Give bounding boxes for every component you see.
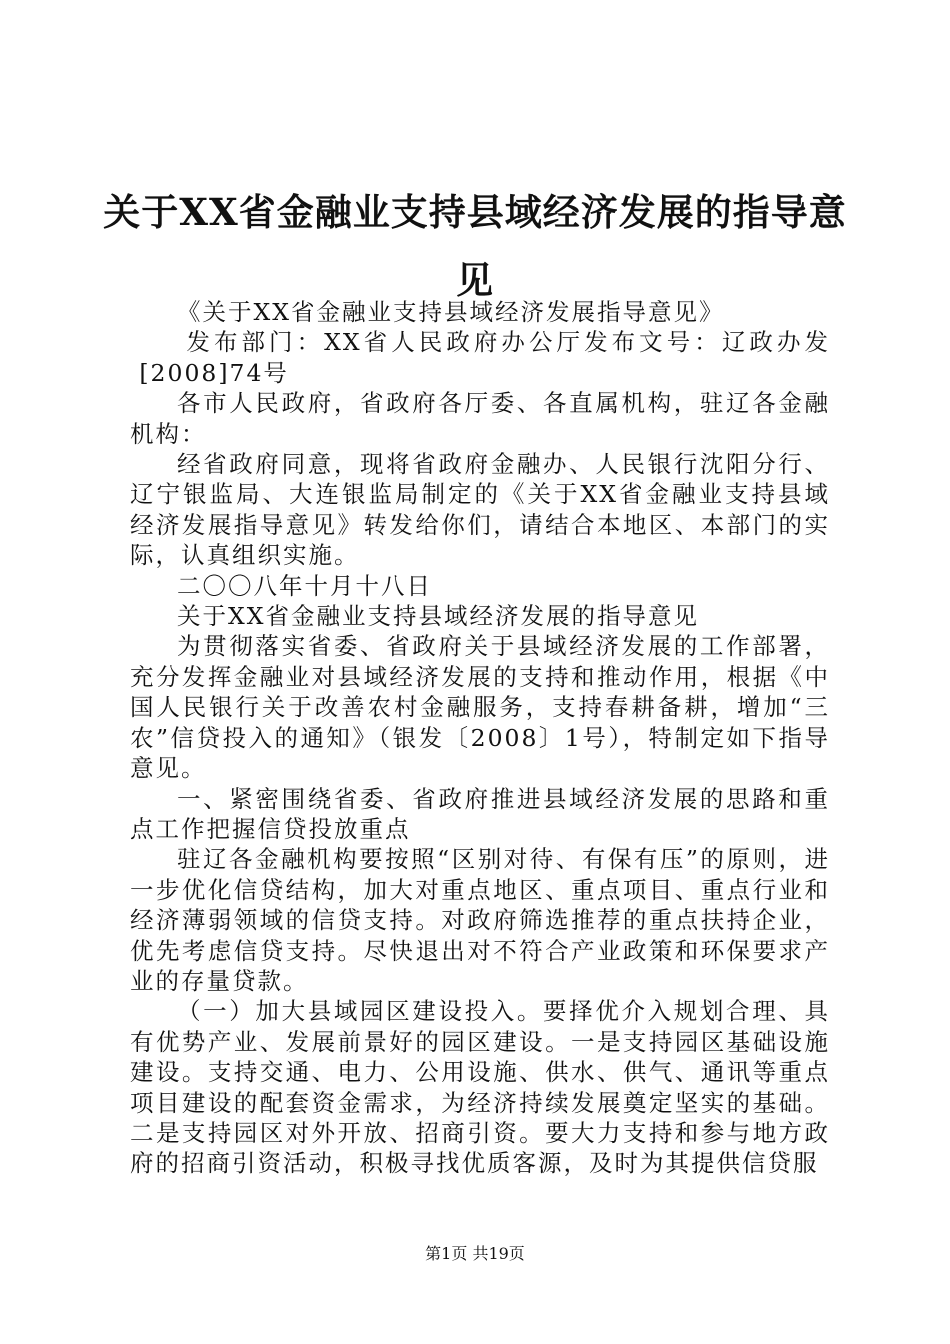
paragraph-item-1: （一）加大县域园区建设投入。要择优介入规划合理、具有优势产业、发展前景好的园区建设。一是支持园区基础设施建设。支持交通、电力、公用设施、供水、供气、通讯等重点项目建设的配套资金需求，为经济持续发展奠定坚实的基础。二是支持园区对外开放、招商引资。要大力支持和参与地方政府的招商引资活动，积极寻找优质客源，及时为其提供信贷服 — [130, 997, 830, 1178]
paragraph-issuer: 发布部门：XX省人民政府办公厅发布文号：辽政办发[2008]74号 — [139, 328, 830, 387]
paragraph-date: 二〇〇八年十月十八日 — [177, 571, 432, 600]
document-title: 关于XX省金融业支持县域经济发展的指导意见 — [103, 190, 847, 302]
paragraph-intro: 为贯彻落实省委、省政府关于县域经济发展的工作部署，充分发挥金融业对县域经济发展的支持和推动作用，根据《中国人民银行关于改善农村金融服务，支持春耕备耕，增加“三农”信贷投入的通知》（银发〔2008〕1号），特制定如下指导意见。 — [130, 632, 830, 783]
paragraph-section-1-body: 驻辽各金融机构要按照“区别对待、有保有压”的原则，进一步优化信贷结构，加大对重点地区、重点项目、重点行业和经济薄弱领域的信贷支持。对政府筛选推荐的重点扶持企业，优先考虑信贷支持。尽快退出对不符合产业政策和环保要求产业的存量贷款。 — [130, 845, 830, 995]
page-number-footer: 第1页 共19页 — [425, 1244, 525, 1263]
paragraph-notice: 经省政府同意，现将省政府金融办、人民银行沈阳分行、辽宁银监局、大连银监局制定的《关于XX省金融业支持县域经济发展指导意见》转发给你们，请结合本地区、本部门的实际，认真组织实施。 — [130, 450, 830, 570]
document-body — [130, 297, 830, 1179]
paragraph-subtitle: 关于XX省金融业支持县域经济发展的指导意见 — [177, 602, 699, 631]
paragraph-doc-name: 《关于XX省金融业支持县域经济发展指导意见》 — [177, 298, 725, 326]
paragraph-section-1-heading: 一、紧密围绕省委、省政府推进县域经济发展的思路和重点工作把握信贷投放重点 — [130, 784, 830, 843]
paragraph-recipients: 各市人民政府，省政府各厅委、各直属机构，驻辽各金融机构： — [130, 389, 830, 448]
